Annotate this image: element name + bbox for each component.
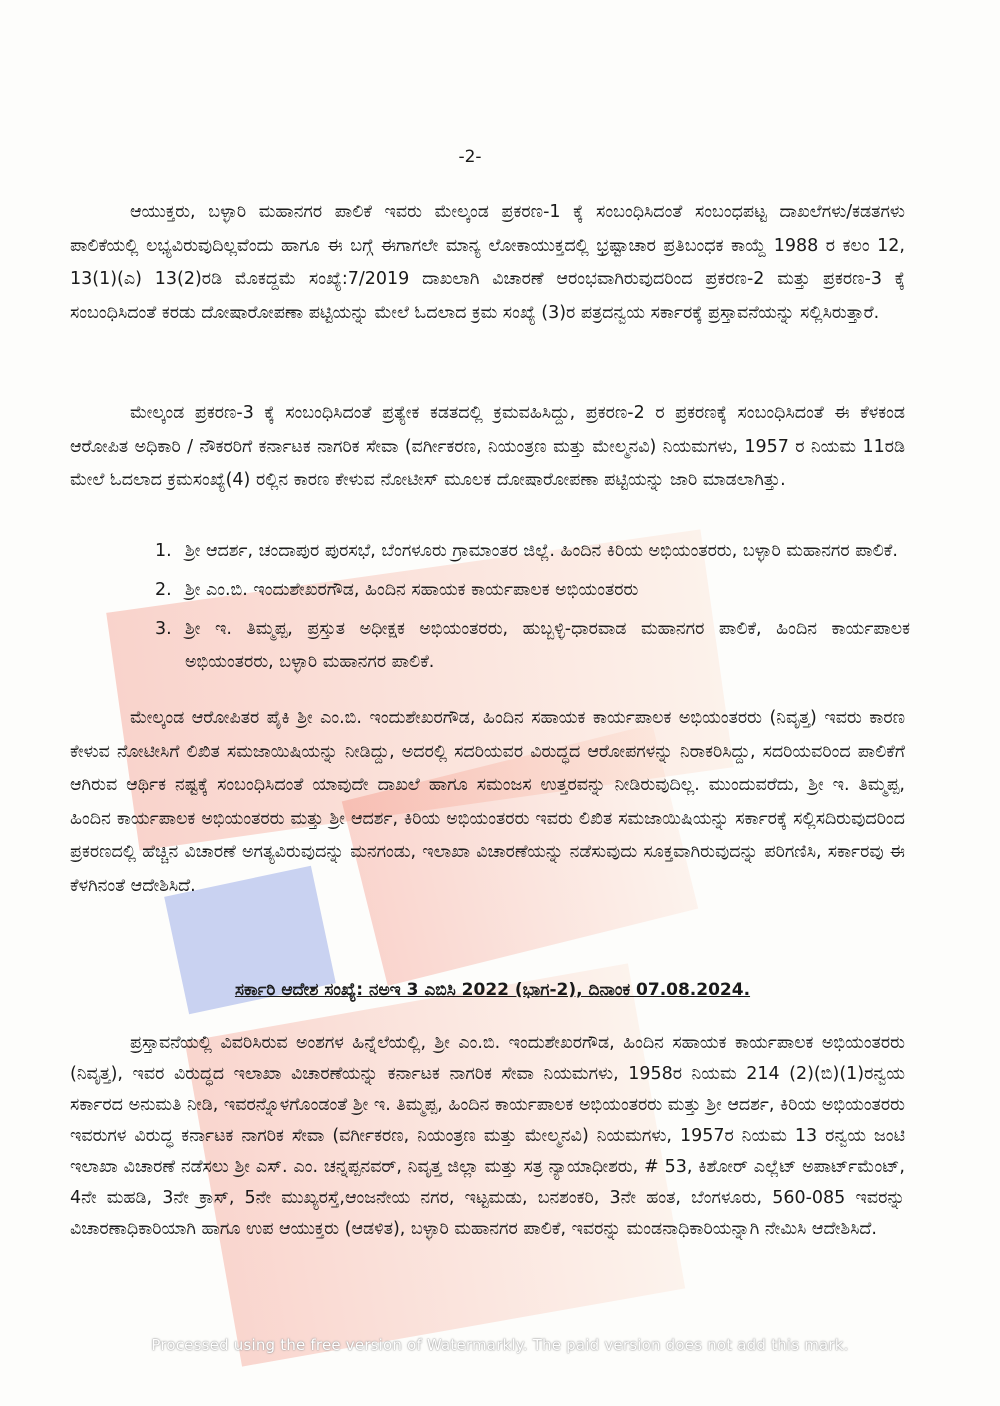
list-item	[150, 535, 910, 568]
list-item-text: ಶ್ರೀ ಇ. ತಿಮ್ಮಪ್ಪ, ಪ್ರಸ್ತುತ ಅಧೀಕ್ಷಕ ಅಭಿಯಂತರರು, ಹುಬ್ಬಳ್ಳಿ-ಧಾರವಾಡ ಮಹಾನಗರ ಪಾಲಿಕೆ, ಹಿಂದಿನ ಕಾರ್ಯಪಾಲಕ ಅಭಿಯಂತರರು, ಬಳ್ಳಾರಿ ಮಹಾನಗರ ಪಾಲಿಕೆ.	[185, 619, 910, 672]
list-item	[150, 613, 910, 679]
list-item-text: ಶ್ರೀ ಎಂ.ಬಿ. ಇಂದುಶೇಖರಗೌಡ, ಹಿಂದಿನ ಸಹಾಯಕ ಕಾರ್ಯಪಾಲಕ ಅಭಿಯಂತರರು	[185, 580, 639, 600]
list-item-number: 3.	[155, 619, 172, 639]
paragraph-commissioner-proposal: ಆಯುಕ್ತರು, ಬಳ್ಳಾರಿ ಮಹಾನಗರ ಪಾಲಿಕೆ ಇವರು ಮೇಲ್ಕಂಡ ಪ್ರಕರಣ-1 ಕ್ಕೆ ಸಂಬಂಧಿಸಿದಂತೆ ಸಂಬಂಧಪಟ್ಟ ದಾಖಲೆಗಳು/ಕಡತಗಳು ಪಾಲಿಕೆಯಲ್ಲಿ ಲಭ್ಯವಿರುವುದಿಲ್ಲವೆಂದು ಹಾಗೂ ಈ ಬಗ್ಗೆ ಈಗಾಗಲೇ ಮಾನ್ಯ ಲೋಕಾಯುಕ್ತದಲ್ಲಿ ಭ್ರಷ್ಟಾಚಾರ ಪ್ರತಿಬಂಧಕ ಕಾಯ್ದೆ 1988 ರ ಕಲಂ 12, 13(1)(ಎ) 13(2)ರಡಿ ಮೊಕದ್ದಮೆ ಸಂಖ್ಯೆ:7/2019 ದಾಖಲಾಗಿ ವಿಚಾರಣೆ ಆರಂಭವಾಗಿರುವುದರಿಂದ ಪ್ರಕರಣ-2 ಮತ್ತು ಪ್ರಕರಣ-3 ಕ್ಕೆ ಸಂಬಂಧಿಸಿದಂತೆ ಕರಡು ದೋಷಾರೋಪಣಾ ಪಟ್ಟಿಯನ್ನು ಮೇಲೆ ಓದಲಾದ ಕ್ರಮ ಸಂಖ್ಯೆ (3)ರ ಪತ್ರದನ್ವಯ ಸರ್ಕಾರಕ್ಕೆ ಪ್ರಸ್ತಾವನೆಯನ್ನು ಸಲ್ಲಿಸಿರುತ್ತಾರೆ.	[70, 202, 905, 323]
paragraph-charge-sheet: ಮೇಲ್ಕಂಡ ಪ್ರಕರಣ-3 ಕ್ಕೆ ಸಂಬಂಧಿಸಿದಂತೆ ಪ್ರತ್ಯೇಕ ಕಡತದಲ್ಲಿ ಕ್ರಮವಹಿಸಿದ್ದು, ಪ್ರಕರಣ-2 ರ ಪ್ರಕರಣಕ್ಕೆ ಸಂಬಂಧಿಸಿದಂತೆ ಈ ಕೆಳಕಂಡ ಆರೋಪಿತ ಅಧಿಕಾರಿ / ನೌಕರರಿಗೆ ಕರ್ನಾಟಕ ನಾಗರಿಕ ಸೇವಾ (ವರ್ಗೀಕರಣ, ನಿಯಂತ್ರಣ ಮತ್ತು ಮೇಲ್ಮನವಿ) ನಿಯಮಗಳು, 1957 ರ ನಿಯಮ 11ರಡಿ ಮೇಲೆ ಓದಲಾದ ಕ್ರಮಸಂಖ್ಯೆ(4) ರಲ್ಲಿನ ಕಾರಣ ಕೇಳುವ ನೋಟೀಸ್ ಮೂಲಕ ದೋಷಾರೋಪಣಾ ಪಟ್ಟಿಯನ್ನು ಜಾರಿ ಮಾಡಲಾಗಿತ್ತು.	[70, 403, 905, 490]
list-item-text: ಶ್ರೀ ಆದರ್ಶ, ಚಂದಾಪುರ ಪುರಸಭೆ, ಬೆಂಗಳೂರು ಗ್ರಾಮಾಂತರ ಜಿಲ್ಲೆ. ಹಿಂದಿನ ಕಿರಿಯ ಅಭಿಯಂತರರು, ಬಳ್ಳಾರಿ ಮಹಾನಗರ ಪಾಲಿಕೆ.	[185, 541, 898, 561]
government-order-heading: ಸರ್ಕಾರಿ ಆದೇಶ ಸಂಖ್ಯೆ: ನಅಇ 3 ಎಬಿಸಿ 2022 (ಭಾಗ-2), ದಿನಾಂಕ 07.08.2024.	[234, 980, 751, 1000]
list-item	[150, 574, 910, 607]
list-item-number: 1.	[155, 541, 172, 561]
paragraph-explanation-review: ಮೇಲ್ಕಂಡ ಆರೋಪಿತರ ಪೈಕಿ ಶ್ರೀ ಎಂ.ಬಿ. ಇಂದುಶೇಖರಗೌಡ, ಹಿಂದಿನ ಸಹಾಯಕ ಕಾರ್ಯಪಾಲಕ ಅಭಿಯಂತರರು (ನಿವೃತ್ತ) ಇವರು ಕಾರಣ ಕೇಳುವ ನೋಟೀಸಿಗೆ ಲಿಖಿತ ಸಮಜಾಯಿಷಿಯನ್ನು ನೀಡಿದ್ದು, ಅದರಲ್ಲಿ ಸದರಿಯವರ ವಿರುದ್ಧದ ಆರೋಪಗಳನ್ನು ನಿರಾಕರಿಸಿದ್ದು, ಸದರಿಯವರಿಂದ ಪಾಲಿಕೆಗೆ ಆಗಿರುವ ಆರ್ಥಿಕ ನಷ್ಟಕ್ಕೆ ಸಂಬಂಧಿಸಿದಂತೆ ಯಾವುದೇ ದಾಖಲೆ ಹಾಗೂ ಸಮಂಜಸ ಉತ್ತರವನ್ನು ನೀಡಿರುವುದಿಲ್ಲ. ಮುಂದುವರೆದು, ಶ್ರೀ ಇ. ತಿಮ್ಮಪ್ಪ, ಹಿಂದಿನ ಕಾರ್ಯಪಾಲಕ ಅಭಿಯಂತರರು ಮತ್ತು ಶ್ರೀ ಆದರ್ಶ, ಕಿರಿಯ ಅಭಿಯಂತರರು ಇವರು ಲಿಖಿತ ಸಮಜಾಯಿಷಿಯನ್ನು ಸರ್ಕಾರಕ್ಕೆ ಸಲ್ಲಿಸದಿರುವುದರಿಂದ ಪ್ರಕರಣದಲ್ಲಿ ಹೆಚ್ಚಿನ ವಿಚಾರಣೆ ಅಗತ್ಯವಿರುವುದನ್ನು ಮನಗಂಡು, ಇಲಾಖಾ ವಿಚಾರಣೆಯನ್ನು ನಡೆಸುವುದು ಸೂಕ್ತವಾಗಿರುವುದನ್ನು ಪರಿಗಣಿಸಿ, ಸರ್ಕಾರವು ಈ ಕೆಳಗಿನಂತೆ ಆದೇಶಿಸಿದೆ.	[70, 708, 905, 896]
watermark-footer-text: Processed using the free version of Watermarkly. The paid version does not add this mark.	[151, 1336, 849, 1354]
paragraph-order-body: ಪ್ರಸ್ತಾವನೆಯಲ್ಲಿ ವಿವರಿಸಿರುವ ಅಂಶಗಳ ಹಿನ್ನೆಲೆಯಲ್ಲಿ, ಶ್ರೀ ಎಂ.ಬಿ. ಇಂದುಶೇಖರಗೌಡ, ಹಿಂದಿನ ಸಹಾಯಕ ಕಾರ್ಯಪಾಲಕ ಅಭಿಯಂತರರು (ನಿವೃತ್ತ), ಇವರ ವಿರುದ್ಧದ ಇಲಾಖಾ ವಿಚಾರಣೆಯನ್ನು ಕರ್ನಾಟಕ ನಾಗರಿಕ ಸೇವಾ ನಿಯಮಗಳು, 1958ರ ನಿಯಮ 214 (2)(ಬಿ)(1)ರನ್ವಯ ಸರ್ಕಾರದ ಅನುಮತಿ ನೀಡಿ, ಇವರನ್ನೊಳಗೊಂಡಂತೆ ಶ್ರೀ ಇ. ತಿಮ್ಮಪ್ಪ, ಹಿಂದಿನ ಕಾರ್ಯಪಾಲಕ ಅಭಿಯಂತರರು ಮತ್ತು ಶ್ರೀ ಆದರ್ಶ, ಕಿರಿಯ ಅಭಿಯಂತರರು ಇವರುಗಳ ವಿರುದ್ಧ ಕರ್ನಾಟಕ ನಾಗರಿಕ ಸೇವಾ (ವರ್ಗೀಕರಣ, ನಿಯಂತ್ರಣ ಮತ್ತು ಮೇಲ್ಮನವಿ) ನಿಯಮಗಳು, 1957ರ ನಿಯಮ 13 ರನ್ವಯ ಜಂಟಿ ಇಲಾಖಾ ವಿಚಾರಣೆ ನಡೆಸಲು ಶ್ರೀ ಎಸ್. ಎಂ. ಚನ್ನಪ್ಪನವರ್, ನಿವೃತ್ತ ಜಿಲ್ಲಾ ಮತ್ತು ಸತ್ರ ನ್ಯಾಯಾಧೀಶರು, # 53, ಕಿಶೋರ್ ಎಲ್ಲೆಟ್ ಅಪಾರ್ಟ್‌ಮೆಂಟ್, 4ನೇ ಮಹಡಿ, 3ನೇ ಕ್ರಾಸ್, 5ನೇ ಮುಖ್ಯರಸ್ತೆ,ಆಂಜನೇಯ ನಗರ, ಇಟ್ಟಮಡು, ಬನಶಂಕರಿ, 3ನೇ ಹಂತ, ಬೆಂಗಳೂರು, 560-085 ಇವರನ್ನು ವಿಚಾರಣಾಧಿಕಾರಿಯಾಗಿ ಹಾಗೂ ಉಪ ಆಯುಕ್ತರು (ಆಡಳಿತ), ಬಳ್ಳಾರಿ ಮಹಾನಗರ ಪಾಲಿಕೆ, ಇವರನ್ನು ಮಂಡನಾಧಿಕಾರಿಯನ್ನಾಗಿ ನೇಮಿಸಿ ಆದೇಶಿಸಿದೆ.	[70, 1033, 905, 1239]
page-number: -2-	[458, 147, 482, 167]
accused-list	[150, 535, 910, 685]
list-item-number: 2.	[155, 580, 172, 600]
